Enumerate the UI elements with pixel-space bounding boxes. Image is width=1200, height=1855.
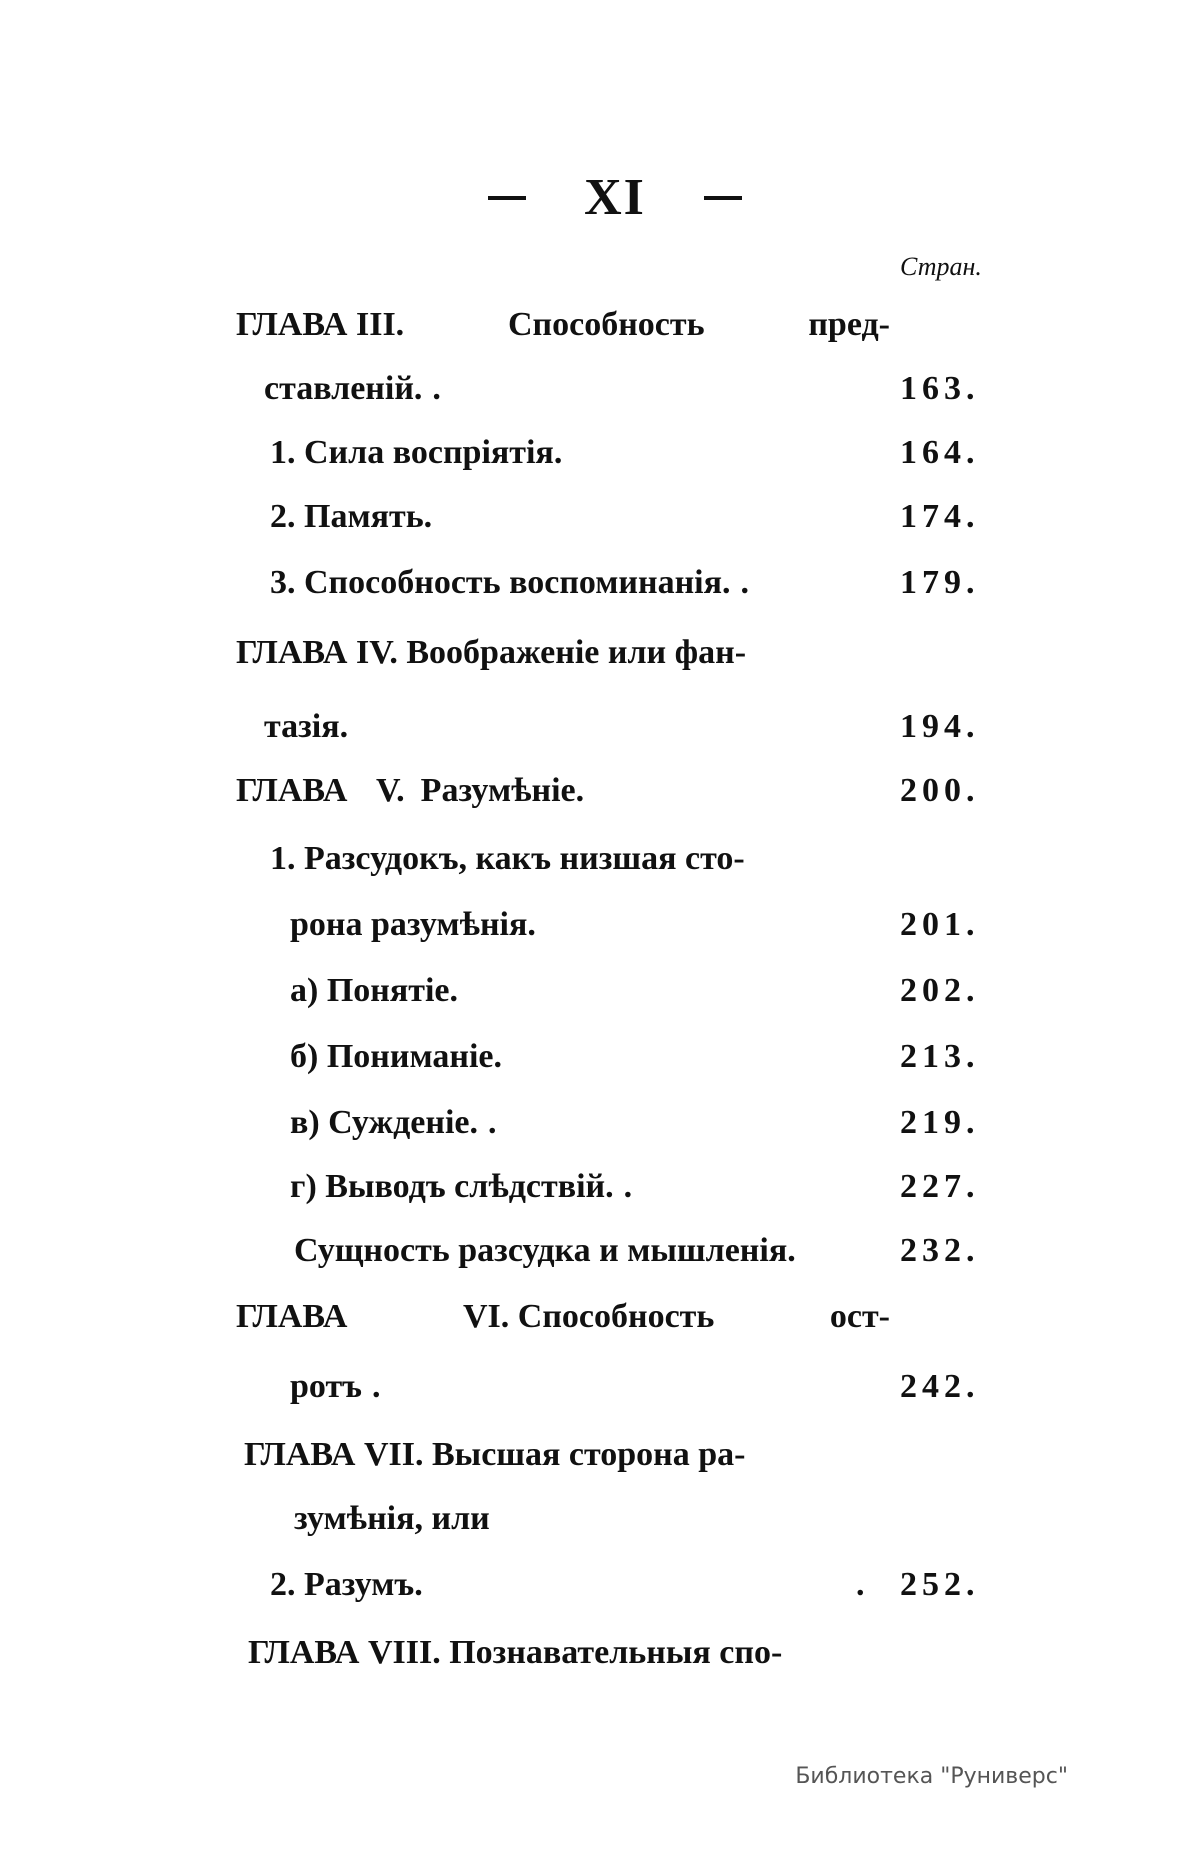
toc-item-sushchnost-label: Сущность разсудка и мышленія. [294, 1232, 796, 1269]
toc-chapter-6-line1 [236, 1292, 890, 1342]
library-credit: Библиотека "Руниверс" [795, 1764, 1068, 1789]
toc-chapter-8-line1 [248, 1628, 782, 1678]
toc-chapter-6-title-wrap: ост- [829, 1298, 890, 1335]
toc-item-vyvod [290, 1162, 632, 1212]
toc-item-rassudok-title-start: 1. Разсудокъ, какъ низшая сто- [270, 840, 745, 877]
toc-item-sila-label: 1. Сила воспріятія. [270, 434, 563, 471]
toc-leader-dots: . [488, 1104, 497, 1141]
toc-chapter-3-line1 [236, 300, 890, 350]
toc-page-number: 232. [900, 1232, 980, 1269]
toc-page-number: 219. [900, 1104, 980, 1141]
toc-item-rassudok-line1 [270, 834, 745, 884]
toc-chapter-4-line2 [264, 702, 348, 752]
toc-chapter-7-line2 [294, 1494, 490, 1544]
toc-item-ponimanie [290, 1032, 502, 1082]
toc-item-ponyatie-label: а) Понятіе. [290, 972, 458, 1009]
toc-page-number: 213. [900, 1038, 980, 1075]
toc-item-rassudok-title-end: рона разумѣнія. [290, 906, 536, 943]
toc-item-pamyat-label: 2. Память. [270, 498, 433, 535]
toc-page-number: 201. [900, 906, 980, 943]
toc-page-number: 164. [900, 434, 980, 471]
toc-chapter-3-line2 [264, 364, 441, 414]
toc-chapter-6-line2 [290, 1362, 380, 1412]
toc-chapter-3-label: ГЛАВА III. [236, 306, 405, 343]
toc-page-number: 242. [900, 1368, 980, 1405]
toc-chapter-3-title-start: Способность [507, 306, 705, 343]
toc-item-pamyat [270, 492, 432, 542]
toc-item-razum [270, 1560, 423, 1610]
toc-chapter-5 [236, 766, 584, 816]
toc-item-ponimanie-label: б) Пониманіе. [290, 1038, 503, 1075]
toc-chapter-7-line1 [244, 1430, 745, 1480]
toc-leader-dots: . [623, 1168, 633, 1205]
toc-item-vospominanie-label: 3. Способность воспоминанія. [270, 564, 731, 601]
toc-item-sushchnost [294, 1226, 796, 1276]
toc-leader-dots: . [740, 564, 750, 601]
toc-item-vyvod-label: г) Выводъ слѣдствій. [290, 1168, 614, 1205]
toc-page-number: 179. [900, 564, 980, 601]
toc-chapter-6-title-start: VI. Способность [462, 1298, 715, 1335]
toc-chapter-6-label: ГЛАВА [236, 1298, 348, 1335]
toc-page-number: 200. [900, 772, 980, 809]
toc-page-number: 194. [900, 708, 980, 745]
toc-item-suzhdenie [290, 1098, 497, 1148]
toc-item-razum-label: 2. Разумъ. [270, 1566, 423, 1603]
toc-chapter-8-title-start: ГЛАВА VIII. Познавательныя спо- [248, 1634, 783, 1671]
toc-chapter-3-title-wrap: пред- [808, 306, 890, 343]
toc-page-number: 174. [900, 498, 980, 535]
toc-chapter-3-title-end: ставленій. [264, 370, 423, 407]
toc-chapter-5-label: ГЛАВА [236, 772, 348, 809]
toc-chapter-7-title-start: ГЛАВА VII. Высшая сторона ра- [244, 1436, 746, 1473]
toc-item-sila [270, 428, 562, 478]
toc-leader-dots: . [432, 370, 441, 407]
toc-page-number: 227. [900, 1168, 980, 1205]
toc-item-rassudok-line2 [290, 900, 536, 950]
toc-item-ponyatie [290, 966, 458, 1016]
toc-chapter-7-title-end: зумѣнія, или [294, 1500, 490, 1537]
left-dash [488, 196, 526, 200]
toc-page-number: 163. [900, 370, 980, 407]
toc-chapter-4-title-start: ГЛАВА IV. Воображеніе или фан- [236, 634, 747, 671]
toc-leader-dots: . [856, 1566, 865, 1603]
page-numeral: XI [584, 169, 646, 226]
right-dash [704, 196, 742, 200]
toc-chapter-5-title: Разумѣніе. [420, 772, 585, 809]
toc-chapter-4-title-end: тазія. [264, 708, 349, 745]
toc-item-vospominanie [270, 558, 749, 608]
page-header [488, 168, 742, 228]
toc-leader-dots: . [371, 1368, 381, 1405]
toc-chapter-5-roman: V. [376, 772, 405, 809]
pages-column-caption: Стран. [900, 252, 982, 281]
toc-chapter-6-title-end: ротъ [290, 1368, 362, 1405]
toc-page-number: 252. [900, 1566, 980, 1603]
toc-page-number: 202. [900, 972, 980, 1009]
toc-item-suzhdenie-label: в) Сужденіе. [290, 1104, 479, 1141]
toc-chapter-4-line1 [236, 628, 746, 678]
